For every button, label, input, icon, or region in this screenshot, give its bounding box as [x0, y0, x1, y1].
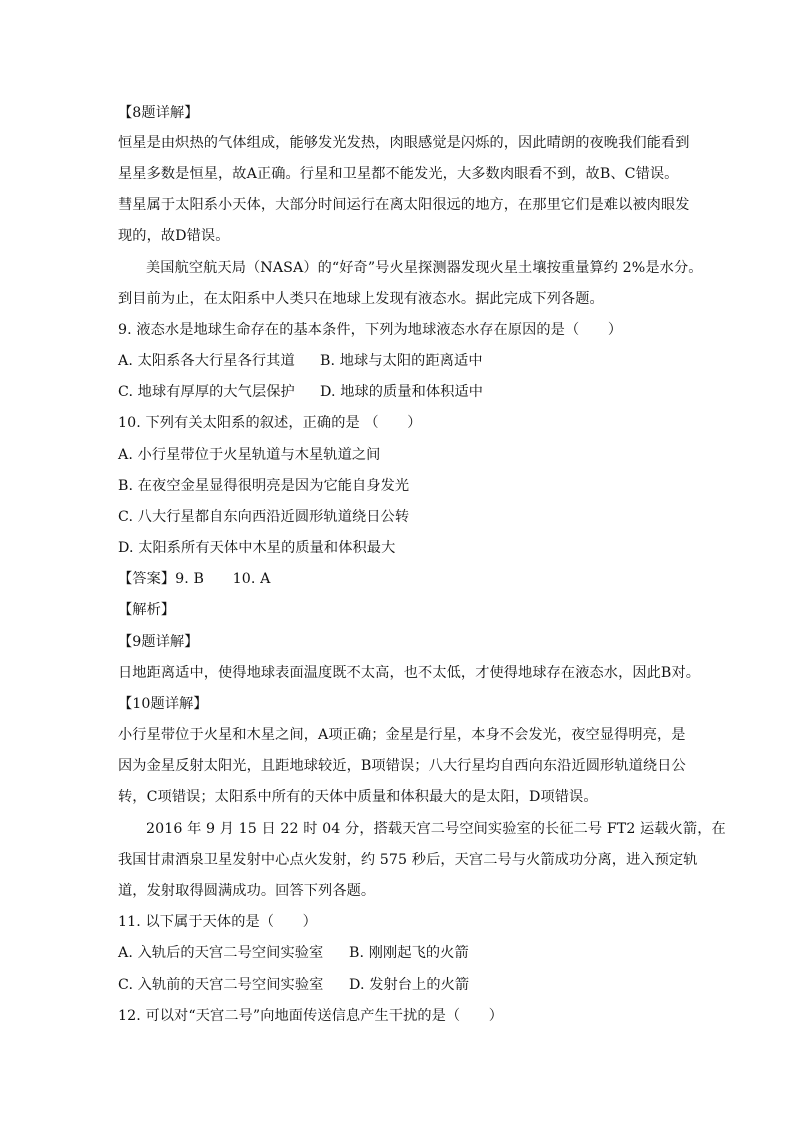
q8-detail-line-4: 现的，故D错误。 [118, 228, 230, 244]
q11-option-a: A. 入轨后的天宫二号空间实验室 [118, 945, 324, 961]
q10-detail-heading: 【10题详解】 [118, 696, 208, 712]
q9-option-a: A. 太阳系各大行星各行其道 [118, 353, 295, 369]
q8-detail-line-2: 星星多数是恒星，故A正确。行星和卫星都不能发光，大多数肉眼看不到，故B、C错误。 [118, 166, 679, 182]
q9-option-b: B. 地球与太阳的距离适中 [320, 353, 483, 369]
q10-stem: 10. 下列有关太阳系的叙述，正确的是 （ ） [118, 415, 422, 431]
q10-detail-line-3: 转，C项错误；太阳系中所有的天体中质量和体积最大的是太阳，D项错误。 [118, 789, 598, 805]
passage1-line-1: 美国航空航天局（NASA）的“好奇”号火星探测器发现火星土壤按重量算约 2%是水分。 [146, 260, 703, 276]
passage2-line-1: 2016 年 9 月 15 日 22 时 04 分，搭载天宫二号空间实验室的长征二号 FT2 运载火箭，在 [146, 821, 726, 837]
passage2-line-2: 我国甘肃酒泉卫星发射中心点火发射，约 575 秒后，天宫二号与火箭成功分离，进入预定轨 [118, 852, 698, 868]
q11-option-b: B. 刚刚起飞的火箭 [349, 945, 469, 961]
q11-option-d: D. 发射台上的火箭 [349, 977, 470, 993]
q9-option-c: C. 地球有厚厚的大气层保护 [118, 384, 295, 400]
answer-line: 【答案】9. B 10. A [118, 571, 271, 587]
passage2-line-3: 道，发射取得圆满成功。回答下列各题。 [118, 883, 376, 899]
q8-detail-line-1: 恒星是由炽热的气体组成，能够发光发热，肉眼感觉是闪烁的，因此晴朗的夜晚我们能看到 [118, 135, 690, 151]
q9-detail-heading: 【9题详解】 [118, 634, 199, 650]
q10-detail-line-2: 因为金星反射太阳光，且距地球较近，B项错误；八大行星均自西向东沿近圆形轨道绕日公 [118, 758, 686, 774]
q8-detail-line-3: 彗星属于太阳系小天体，大部分时间运行在离太阳很远的地方，在那里它们是难以被肉眼发 [118, 197, 690, 213]
q11-stem: 11. 以下属于天体的是（ ） [118, 914, 317, 930]
q8-detail-heading: 【8题详解】 [118, 105, 199, 121]
q10-option-b: B. 在夜空金星显得很明亮是因为它能自身发光 [118, 478, 410, 494]
q10-detail-line-1: 小行星带位于火星和木星之间，A项正确；金星是行星，本身不会发光，夜空显得明亮，是 [118, 727, 686, 743]
q10-option-c: C. 八大行星都自东向西沿近圆形轨道绕日公转 [118, 509, 410, 525]
q10-option-a: A. 小行星带位于火星轨道与木星轨道之间 [118, 447, 381, 463]
q10-option-d: D. 太阳系所有天体中木星的质量和体积最大 [118, 540, 396, 556]
analysis-heading: 【解析】 [118, 602, 176, 618]
q9-stem: 9. 液态水是地球生命存在的基本条件，下列为地球液态水存在原因的是（ ） [118, 322, 623, 338]
q9-detail-line-1: 日地距离适中，使得地球表面温度既不太高，也不太低，才使得地球存在液态水，因此B对。 [118, 665, 701, 681]
q9-option-d: D. 地球的质量和体积适中 [320, 384, 484, 400]
q11-option-c: C. 入轨前的天宫二号空间实验室 [118, 977, 324, 993]
q12-stem: 12. 可以对“天宫二号”向地面传送信息产生干扰的是（ ） [118, 1008, 504, 1024]
passage1-line-2: 到目前为止，在太阳系中人类只在地球上发现有液态水。据此完成下列各题。 [118, 291, 604, 307]
